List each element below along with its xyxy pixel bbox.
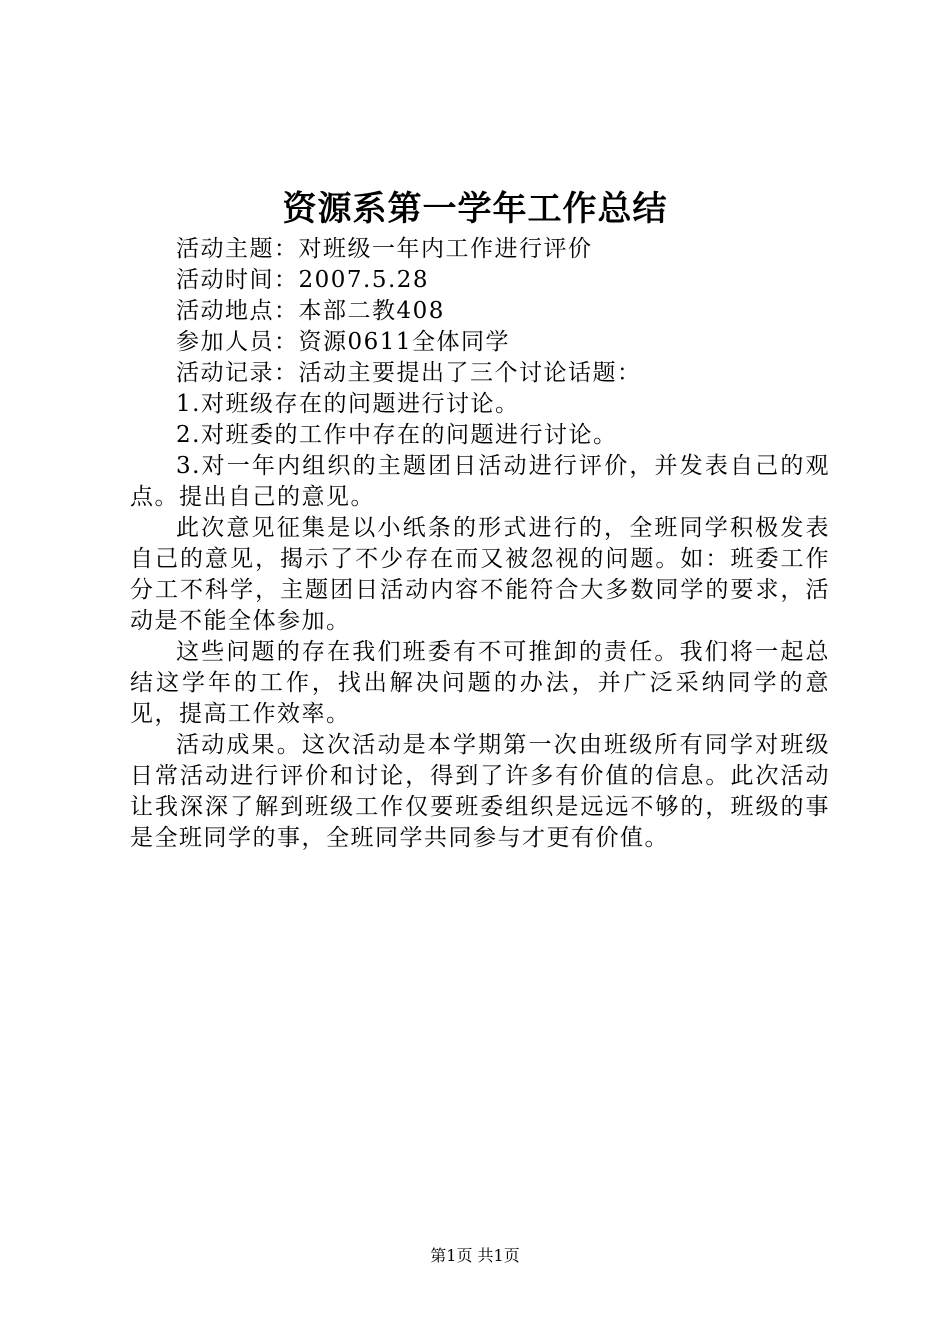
paragraph-topic: 活动主题：对班级一年内工作进行评价 [176, 236, 593, 262]
paragraph-item-3: 3.对一年内组织的主题团日活动进行评价，并发表自己的观点。提出自己的意见。 [130, 453, 830, 510]
paragraph-responsibility: 这些问题的存在我们班委有不可推卸的责任。我们将一起总结这学年的工作，找出解决问题的办法，并广泛采纳同学的意见，提高工作效率。 [130, 639, 830, 727]
paragraph-results: 活动成果。这次活动是本学期第一次由班级所有同学对班级日常活动进行评价和讨论，得到了许多有价值的信息。此次活动让我深深了解到班级工作仅要班委组织是远远不够的，班级的事是全班同学的事，全班同学共同参与才更有价值。 [130, 732, 830, 851]
paragraph-participants: 参加人员：资源0611全体同学 [176, 329, 511, 355]
paragraph-record: 活动记录：活动主要提出了三个讨论话题： [176, 360, 642, 386]
page-number-footer: 第1页 共1页 [430, 1246, 520, 1265]
paragraph-feedback: 此次意见征集是以小纸条的形式进行的，全班同学积极发表自己的意见，揭示了不少存在而又被忽视的问题。如：班委工作分工不科学，主题团日活动内容不能符合大多数同学的要求，活动是不能全体参加。 [130, 515, 830, 634]
document-title: 资源系第一学年工作总结 [282, 189, 668, 229]
paragraph-item-2: 2.对班委的工作中存在的问题进行讨论。 [176, 422, 618, 448]
paragraph-item-1: 1.对班级存在的问题进行讨论。 [176, 391, 520, 417]
document-body [130, 234, 830, 854]
paragraph-time: 活动时间：2007.5.28 [176, 267, 430, 293]
paragraph-location: 活动地点：本部二教408 [176, 298, 445, 324]
